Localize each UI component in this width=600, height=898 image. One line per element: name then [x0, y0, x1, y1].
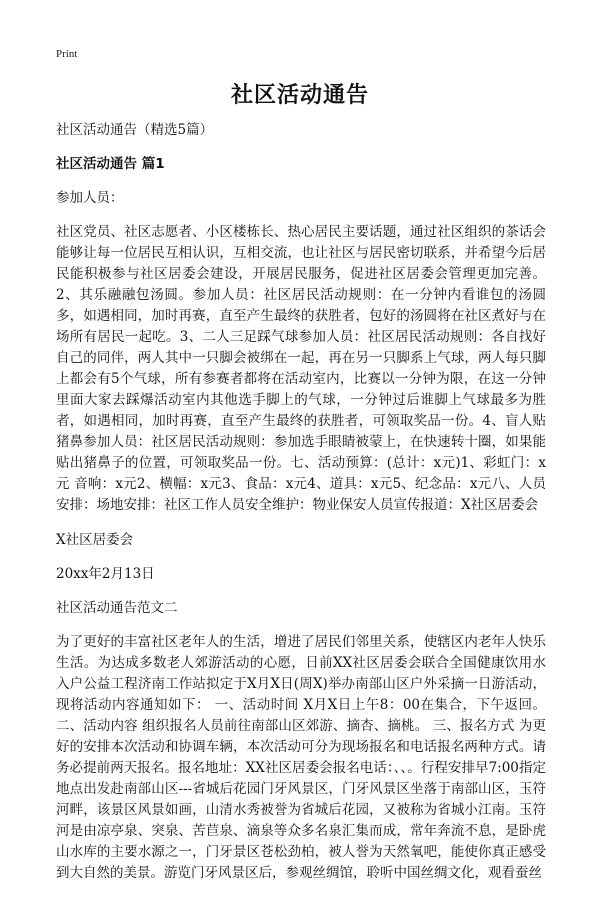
document-body: [56, 120, 546, 898]
section2-body: 为了更好的丰富社区老年人的生活，增进了居民们邻里关系，使辖区内老年人快乐生活。为达成多数老人郊游活动的心愿，日前XX社区居委会联合全国健康饮用水入户公益工程济南工作站拟定于X月X日(周X)举办南部山区户外采摘一日游活动，现将活动内容通知如下： 一、活动时间 X月X日上午8：00在集合，下午返回。 二、活动内容 组织报名人员前往南部山区郊游、摘杏、摘桃。 三、报名方式 为更好的安排本次活动和协调车辆，本次活动可分为现场报名和电话报名两种方式。请务必提前两天报名。报名地址：XX社区居委会报名电话：、、。行程安排早7:00指定地点出发赴南部山区---省城后花园门牙风景区，门牙风景区坐落于南部山区，玉符河畔，该景区风景如画，山清水秀被誉为省城后花园，又被称为省城小江南。玉符河是由凉亭泉、突泉、苦苣泉、滴泉等众多名泉汇集而成，常年奔流不息，是卧虎山水库的主要水源之一，门牙景区苍松劲柏，被人誉为天然氧吧，能使你真正感受到大自然的美景。游览门牙风景区后，参观丝绸馆，聆听中国丝绸文化，观看蚕丝: [56, 634, 546, 881]
date: 20xx年2月13日: [56, 566, 155, 582]
section1-body: 社区党员、社区志愿者、小区楼栋长、热心居民主要话题，通过社区组织的茶话会能够让每一位居民互相认识，互相交流，也让社区与居民密切联系，并希望今后居民能积极参与社区居委会建设，开展居民服务，促进社区居委会管理更加完善。 2、其乐融融包汤圆。参加人员：社区居民活动规则：在一分钟内看谁包的汤圆多，如遇相同，加时再赛，直至产生最终的获胜者，包好的汤圆将在社区煮好与在场所有居民一起吃。3、二人三足踩气球参加人员：社区居民活动规则：各自找好自己的同伴，两人其中一只脚会被绑在一起，再在另一只脚系上气球，两人每只脚上都会有5个气球，所有参赛者都将在活动室内，比赛以一分钟为限，在这一分钟里面大家去踩爆活动室内其他选手脚上的气球，一分钟过后谁脚上气球最多为胜者，如遇相同，加时再赛，直至产生最终的获胜者，可领取奖品一份。4、盲人贴猪鼻参加人员：社区居民活动规则：参加选手眼睛被蒙上，在快速转十圈，如果能贴出猪鼻子的位置，可领取奖品一份。七、活动预算：(总计：x元)1、彩虹门：x元 音响：x元2、横幅：x元3、食品：x元4、道具：x元5、纪念品：x元八、人员安排：场地安排：社区工作人员安全维护：物业保安人员宣传报道：X社区居委会: [56, 224, 546, 513]
section2-heading: 社区活动通告范文二: [56, 600, 178, 616]
participants-label: 参加人员：: [56, 190, 124, 206]
signature: X社区居委会: [56, 532, 134, 548]
document-subtitle: 社区活动通告（精选5篇）: [56, 122, 214, 138]
section1-heading: 社区活动通告 篇1: [56, 156, 165, 172]
document-title: 社区活动通告: [230, 83, 369, 108]
print-label: Print: [56, 48, 78, 60]
